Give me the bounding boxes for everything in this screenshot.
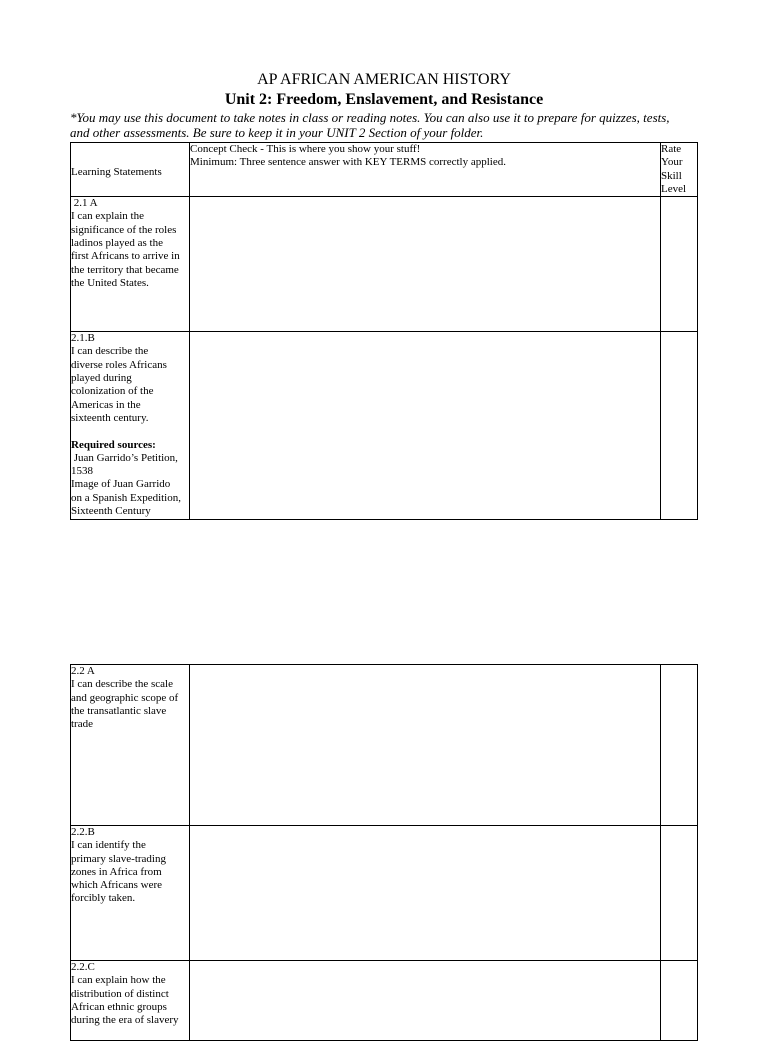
learning-statement-2-2-a <box>71 665 190 826</box>
statement-line: African ethnic groups <box>71 1000 167 1013</box>
skill-rating-cell[interactable] <box>661 826 698 961</box>
statement-line: distribution of distinct <box>71 987 169 1000</box>
statement-code: 2.2.B <box>71 826 95 838</box>
skill-rating-cell[interactable] <box>661 332 698 520</box>
statement-line: colonization of the <box>71 385 154 398</box>
unit-subtitle: Unit 2: Freedom, Enslavement, and Resistance <box>224 91 544 108</box>
statement-line: forcibly taken. <box>71 892 136 905</box>
statement-line: I can explain the <box>71 210 144 223</box>
source-line: on a Spanish Expedition, <box>71 491 181 504</box>
header-rate-skill <box>661 143 698 197</box>
statement-code: 2.2 A <box>71 665 95 677</box>
skill-rating-cell[interactable] <box>661 961 698 1041</box>
statement-line: diverse roles Africans <box>71 358 167 371</box>
statement-line: zones in Africa from <box>71 865 162 878</box>
statement-line: ladinos played as the <box>71 237 163 250</box>
required-sources-label: Required sources: <box>71 438 156 451</box>
table-row <box>71 197 698 332</box>
table-row <box>71 961 698 1041</box>
header-concept-check <box>190 143 661 197</box>
header-learning-statements <box>71 143 190 197</box>
statement-code: 2.1.B <box>71 332 95 345</box>
header-learning-label: Learning Statements <box>71 165 162 178</box>
statement-line: sixteenth century. <box>71 411 149 424</box>
concept-check-answer-cell[interactable] <box>190 332 661 520</box>
rate-line: Your <box>661 156 683 169</box>
table-row <box>71 826 698 961</box>
statement-line: I can identify the <box>71 839 146 852</box>
statement-line: I can describe the scale <box>71 678 173 691</box>
statement-line: which Africans were <box>71 879 163 892</box>
statement-line: I can describe the <box>71 345 149 358</box>
source-line: Image of Juan Garrido <box>71 478 171 491</box>
rate-line: Skill <box>661 169 682 182</box>
learning-statement-2-1-a <box>71 197 190 332</box>
statement-line: significance of the roles <box>71 223 177 236</box>
concept-check-answer-cell[interactable] <box>190 665 661 826</box>
statement-line: primary slave-trading <box>71 852 166 865</box>
learning-statement-2-2-b <box>71 826 190 961</box>
skill-rating-cell[interactable] <box>661 197 698 332</box>
rate-line: Level <box>661 182 687 195</box>
source-line: 1538 <box>71 465 93 478</box>
skill-rating-cell[interactable] <box>661 665 698 826</box>
statement-line: played during <box>71 372 132 385</box>
document-title: AP AFRICAN AMERICAN HISTORY <box>257 71 511 88</box>
statement-line: Americas in the <box>71 398 141 411</box>
concept-check-answer-cell[interactable] <box>190 197 661 332</box>
concept-check-answer-cell[interactable] <box>190 961 661 1041</box>
source-line: Juan Garrido’s Petition, <box>71 451 178 464</box>
statement-code: 2.2.C <box>71 961 95 973</box>
rate-line: Rate <box>661 143 682 155</box>
source-line: Sixteenth Century <box>71 505 151 518</box>
statement-line: trade <box>71 718 93 731</box>
table-row <box>71 665 698 826</box>
learning-statement-2-1-b <box>71 332 190 520</box>
concept-check-line-2: Minimum: Three sentence answer with KEY TERMS correctly applied. <box>190 156 506 169</box>
statement-line: and geographic scope of <box>71 691 179 704</box>
table-header-row <box>71 143 698 197</box>
statement-line: first Africans to arrive in <box>71 250 180 263</box>
statement-line: the territory that became <box>71 263 179 276</box>
statement-line: I can explain how the <box>71 974 166 987</box>
spacer <box>71 425 189 438</box>
table-row <box>71 332 698 520</box>
statement-code: 2.1 A <box>71 197 98 210</box>
concept-check-answer-cell[interactable] <box>190 826 661 961</box>
learning-statement-2-2-c <box>71 961 190 1041</box>
statement-line: during the era of slavery <box>71 1014 179 1027</box>
statement-line: the United States. <box>71 276 149 289</box>
notes-table-unit-2-1 <box>70 142 698 520</box>
notes-table-unit-2-2 <box>70 664 698 1041</box>
instructions-text: *You may use this document to take notes in class or reading notes. You can also use it to prepare for quizzes, tests, and other assessments. Be sure to keep it in your UNIT 2 Section of your folder. <box>70 110 670 140</box>
statement-line: the transatlantic slave <box>71 704 167 717</box>
concept-check-line-1: Concept Check - This is where you show your stuff! <box>190 143 421 155</box>
